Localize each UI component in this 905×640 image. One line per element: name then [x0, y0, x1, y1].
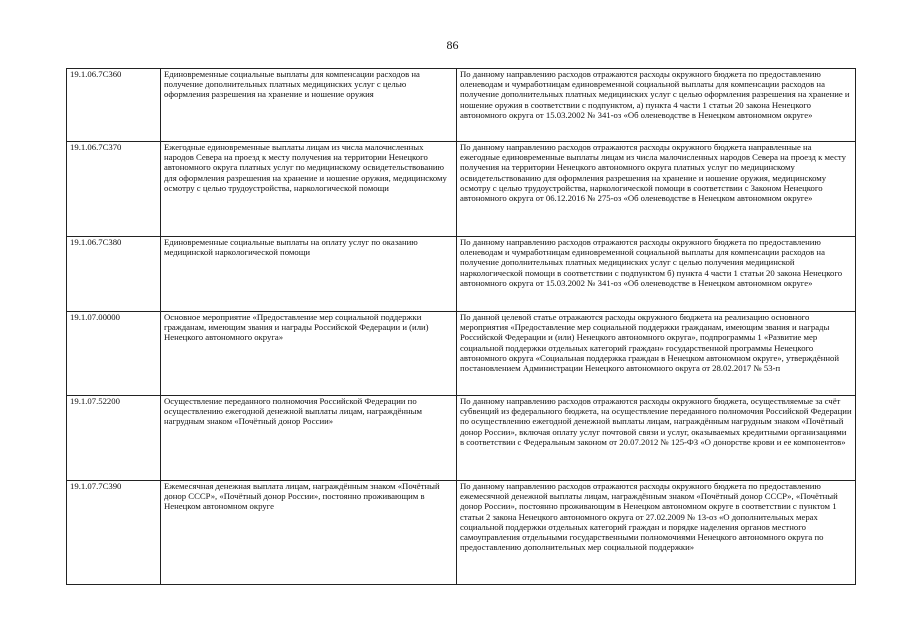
expense-name: Осуществление переданного полномочия Российской Федерации по осуществлению ежегодной денежной выплаты лицам, награждённым нагрудным знаком «Почётный донор России» — [164, 396, 422, 427]
code-cell — [67, 142, 161, 237]
description-cell — [457, 312, 856, 396]
budget-code: 19.1.06.7С380 — [70, 237, 122, 247]
expense-description: По данному направлению расходов отражаются расходы окружного бюджета по предоставлению ежемесячной денежной выплаты лицам, награждённым знаком «Почётный донор СССР», «Почётный донор России», постоянно проживающим в Ненецком автономном округе в соответствии с пунктом 1 статьи 2 закона Ненецкого автономного округа от 27.02.2009 № 13-оз «О дополнительных мерах социальной поддержки отдельных категорий граждан и порядке наделения органов местного самоуправления отдельными государственными полномочиями Ненецкого автономного округа по предоставлению дополнительных мер социальной поддержки» — [460, 481, 838, 553]
name-cell — [161, 142, 457, 237]
table-row — [67, 142, 856, 237]
code-cell — [67, 312, 161, 396]
description-cell — [457, 237, 856, 312]
table-row — [67, 396, 856, 481]
budget-code: 19.1.06.7С360 — [70, 69, 122, 79]
budget-classification-table — [66, 68, 856, 585]
expense-name: Единовременные социальные выплаты для компенсации расходов на получение дополнительных платных медицинских услуг с целью оформления разрешения на хранение и ношение оружия — [164, 69, 420, 100]
budget-code: 19.1.07.52200 — [70, 396, 120, 406]
budget-code: 19.1.07.7С390 — [70, 481, 122, 491]
table-row — [67, 312, 856, 396]
code-cell — [67, 396, 161, 481]
expense-name: Основное мероприятие «Предоставление мер социальной поддержки гражданам, имеющим звания и награды Российской Федерации и (или) Ненецкого автономного округа» — [164, 312, 429, 343]
description-cell — [457, 396, 856, 481]
expense-description: По данному направлению расходов отражаются расходы окружного бюджета по предоставлению оленеводам и чумработницам единовременной социальной выплаты для компенсации расходов на получение дополнительных платных медицинских услуг с целью получения медицинской наркологической помощи в соответствии с подпунктом б) пункта 4 части 1 статьи 20 закона Ненецкого автономного округа от 15.03.2002 № 341-оз «Об оленеводстве в Ненецком автономном округе» — [460, 237, 843, 288]
description-cell — [457, 142, 856, 237]
name-cell — [161, 312, 457, 396]
budget-code: 19.1.06.7С370 — [70, 142, 122, 152]
page-number: 86 — [446, 38, 459, 52]
name-cell — [161, 396, 457, 481]
expense-description: По данному направлению расходов отражаются расходы окружного бюджета направленные на ежегодные единовременные выплаты лицам из числа малочисленных народов Севера на проезд к месту получения на территории Ненецкого автономного округа платных услуг по медицинскому освидетельствованию для оформления разрешения на хранение и ношение оружия, медицинскому осмотру с целью трудоустройства, наркологической помощи в соответствии с Законом Ненецкого автономного округа от 06.12.2016 № 275-оз «Об оленеводстве в Ненецком автономном округе» — [460, 142, 846, 204]
expense-name: Ежегодные единовременные выплаты лицам из числа малочисленных народов Севера на проезд к месту получения на территории Ненецкого автономного округа платных услуг по медицинскому освидетельствованию для оформления разрешения на хранение и ношение оружия, медицинскому осмотру с целью трудоустройства, наркологической помощи — [164, 142, 447, 193]
code-cell — [67, 481, 161, 585]
expense-description: По данной целевой статье отражаются расходы окружного бюджета на реализацию основного мероприятия «Предоставление мер социальной поддержки гражданам, имеющим звания и награды Российской Федерации и (или) Ненецкого автономного округа», подпрограммы 1 «Развитие мер социальной поддержки отдельных категорий граждан» государственной программы Ненецкого автономного округа «Социальная поддержка граждан в Ненецком автономном округе», утверждённой постановлением Администрации Ненецкого автономного округа от 28.02.2017 № 53-п — [460, 312, 839, 374]
table-row — [67, 237, 856, 312]
name-cell — [161, 69, 457, 142]
name-cell — [161, 237, 457, 312]
code-cell — [67, 237, 161, 312]
expense-name: Ежемесячная денежная выплата лицам, награждённым знаком «Почётный донор СССР», «Почётный донор России», постоянно проживающим в Ненецком автономном округе — [164, 481, 440, 512]
expense-name: Единовременные социальные выплаты на оплату услуг по оказанию медицинской наркологической помощи — [164, 237, 418, 258]
expense-description: По данному направлению расходов отражаются расходы окружного бюджета, осуществляемые за счёт субвенций из федерального бюджета, на осуществление переданного полномочия Российской Федерации по осуществлению ежегодной денежной выплаты лицам, награждённым нагрудным знаком «Почётный донор России», включая оплату услуг почтовой связи и услуг, оказываемых кредитными организациями в соответствии с Федеральным законом от 20.07.2012 № 125-ФЗ «О донорстве крови и ее компонентов» — [460, 396, 852, 447]
name-cell — [161, 481, 457, 585]
table-row — [67, 481, 856, 585]
table-row — [67, 69, 856, 142]
description-cell — [457, 69, 856, 142]
budget-code: 19.1.07.00000 — [70, 312, 120, 322]
expense-description: По данному направлению расходов отражаются расходы окружного бюджета по предоставлению оленеводам и чумработницам единовременной социальной выплаты для компенсации расходов на получение дополнительных платных медицинских услуг с целью оформления разрешения на хранение и ношение оружия в соответствии с подпунктом, а) пункта 4 части 1 статьи 20 закона Ненецкого автономного округа от 15.03.2002 № 341-оз «Об оленеводстве в Ненецком автономном округе» — [460, 69, 850, 120]
code-cell — [67, 69, 161, 142]
description-cell — [457, 481, 856, 585]
